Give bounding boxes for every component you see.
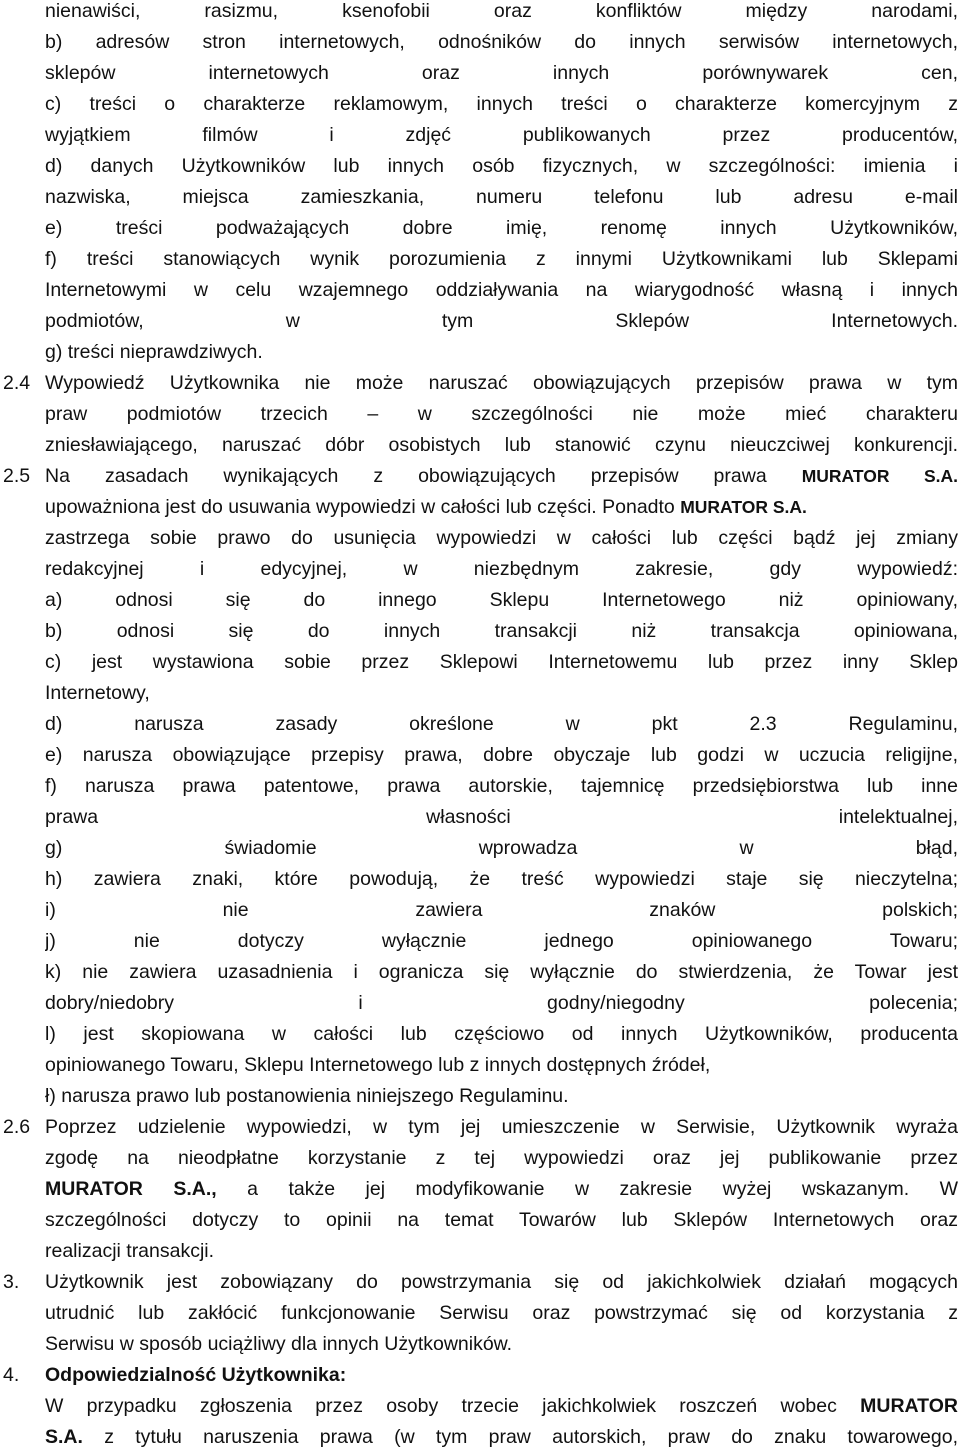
text-line: b) adresów stron internetowych, odnośników do innych serwisów internetowych, <box>45 31 958 53</box>
text-line: Internetowymi w celu wzajemnego oddziaływania na wiarygodność własną i innych <box>45 279 958 301</box>
text-line: prawa własności intelektualnej, <box>45 806 958 828</box>
section-3-line: 3. Użytkownik jest zobowiązany do powstrzymania się od jakichkolwiek działań mogących <box>3 1267 958 1298</box>
text-line: podmiotów, w tym Sklepów Internetowych. <box>45 310 958 332</box>
text-line: opiniowanego Towaru, Sklepu Internetowego lub z innych dostępnych źródeł, <box>45 1054 711 1076</box>
section-title: Odpowiedzialność Użytkownika: <box>45 1364 347 1386</box>
section-number: 2.6 <box>3 1116 31 1138</box>
text-line: realizacji transakcji. <box>45 1240 215 1262</box>
text-line: c) treści o charakterze reklamowym, innych treści o charakterze komercyjnym z <box>45 93 958 115</box>
text-line: c) jest wystawiona sobie przez Sklepowi Internetowemu lub przez inny Sklep <box>45 651 958 673</box>
company-name: MURATOR S.A., <box>45 1178 217 1200</box>
section-number: 2.4 <box>3 372 31 394</box>
text-line: f) narusza prawa patentowe, prawa autorskie, tajemnicę przedsiębiorstwa lub inne <box>45 775 958 797</box>
text-line: e) treści podważających dobre imię, renomę innych Użytkowników, <box>45 217 958 239</box>
text-line: utrudnić lub zakłócić funkcjonowanie Serwisu oraz powstrzymać się od korzystania z <box>45 1302 958 1324</box>
section-2-5-line: 2.5 Na zasadach wynikających z obowiązujących przepisów prawa MURATOR S.A. <box>3 461 958 492</box>
text-line: nazwiska, miejsca zamieszkania, numeru telefonu lub adresu e-mail <box>45 186 958 208</box>
text-line: szczególności dotyczy to opinii na temat Towarów lub Sklepów Internetowych oraz <box>45 1209 958 1231</box>
text-line: l) jest skopiowana w całości lub częściowo od innych Użytkowników, producenta <box>45 1023 958 1045</box>
text-line: g) świadomie wprowadza w błąd, <box>45 837 958 859</box>
text-line: S.A. z tytułu naruszenia prawa (w tym praw autorskich, praw do znaku towarowego, <box>45 1426 958 1448</box>
text-line: upoważniona jest do usuwania wypowiedzi w całości lub części. Ponadto MURATOR S.A. <box>45 496 807 518</box>
text-line: MURATOR S.A., a także jej modyfikowanie w zakresie wyżej wskazanym. W <box>45 1178 958 1200</box>
text-line: g) treści nieprawdziwych. <box>45 341 263 363</box>
company-name: S.A. <box>45 1426 83 1448</box>
text-line: redakcyjnej i edycyjnej, w niezbędnym zakresie, gdy wypowiedź: <box>45 558 958 580</box>
text-line: b) odnosi się do innych transakcji niż transakcja opiniowana, <box>45 620 958 642</box>
text-line: a) odnosi się do innego Sklepu Internetowego niż opiniowany, <box>45 589 958 611</box>
text-line: praw podmiotów trzecich – w szczególności nie może mieć charakteru <box>45 403 958 425</box>
text-line: dobry/niedobry i godny/niegodny polecenia; <box>45 992 958 1014</box>
text-line: d) danych Użytkowników lub innych osób fizycznych, w szczególności: imienia i <box>45 155 958 177</box>
section-number: 4. <box>3 1364 20 1386</box>
section-2-6-line: 2.6 Poprzez udzielenie wypowiedzi, w tym jej umieszczenie w Serwisie, Użytkownik wyraża <box>3 1112 958 1143</box>
text-line: W przypadku zgłoszenia przez osoby trzecie jakichkolwiek roszczeń wobec MURATOR <box>45 1395 958 1417</box>
text-line: zastrzega sobie prawo do usunięcia wypowiedzi w całości lub części bądź jej zmiany <box>45 527 958 549</box>
text-line: d) narusza zasady określone w pkt 2.3 Regulaminu, <box>45 713 958 735</box>
text-line: ł) narusza prawo lub postanowienia niniejszego Regulaminu. <box>45 1085 569 1107</box>
text-line: zgodę na nieodpłatne korzystanie z tej wypowiedzi oraz jej publikowanie przez <box>45 1147 958 1169</box>
text-line: sklepów internetowych oraz innych porównywarek cen, <box>45 62 958 84</box>
text-line: Serwisu w sposób uciążliwy dla innych Użytkowników. <box>45 1333 513 1355</box>
text-line: nienawiści, rasizmu, ksenofobii oraz konfliktów między narodami, <box>45 0 958 22</box>
section-number: 2.5 <box>3 465 31 487</box>
company-name: MURATOR S.A. <box>801 466 958 486</box>
section-4-heading <box>3 1360 958 1391</box>
text-line: zniesławiającego, naruszać dóbr osobistych lub stanowić czynu nieuczciwej konkurencji. <box>45 434 958 456</box>
company-name: MURATOR S.A. <box>680 497 807 517</box>
section-number: 3. <box>3 1271 20 1293</box>
company-name: MURATOR <box>860 1395 958 1417</box>
section-2-4-line: 2.4 Wypowiedź Użytkownika nie może naruszać obowiązujących przepisów prawa w tym <box>3 368 958 399</box>
text-line: e) narusza obowiązujące przepisy prawa, dobre obyczaje lub godzi w uczucia religijne, <box>45 744 958 766</box>
text-line: Internetowy, <box>45 682 150 704</box>
text-line: wyjątkiem filmów i zdjęć publikowanych przez producentów, <box>45 124 958 146</box>
text-line: k) nie zawiera uzasadnienia i ogranicza się wyłącznie do stwierdzenia, że Towar jest <box>45 961 958 983</box>
text-line: f) treści stanowiących wynik porozumienia z innymi Użytkownikami lub Sklepami <box>45 248 958 270</box>
text-line: j) nie dotyczy wyłącznie jednego opiniowanego Towaru; <box>45 930 958 952</box>
text-line: h) zawiera znaki, które powodują, że treść wypowiedzi staje się nieczytelna; <box>45 868 958 890</box>
text-line: i) nie zawiera znaków polskich; <box>45 899 958 921</box>
